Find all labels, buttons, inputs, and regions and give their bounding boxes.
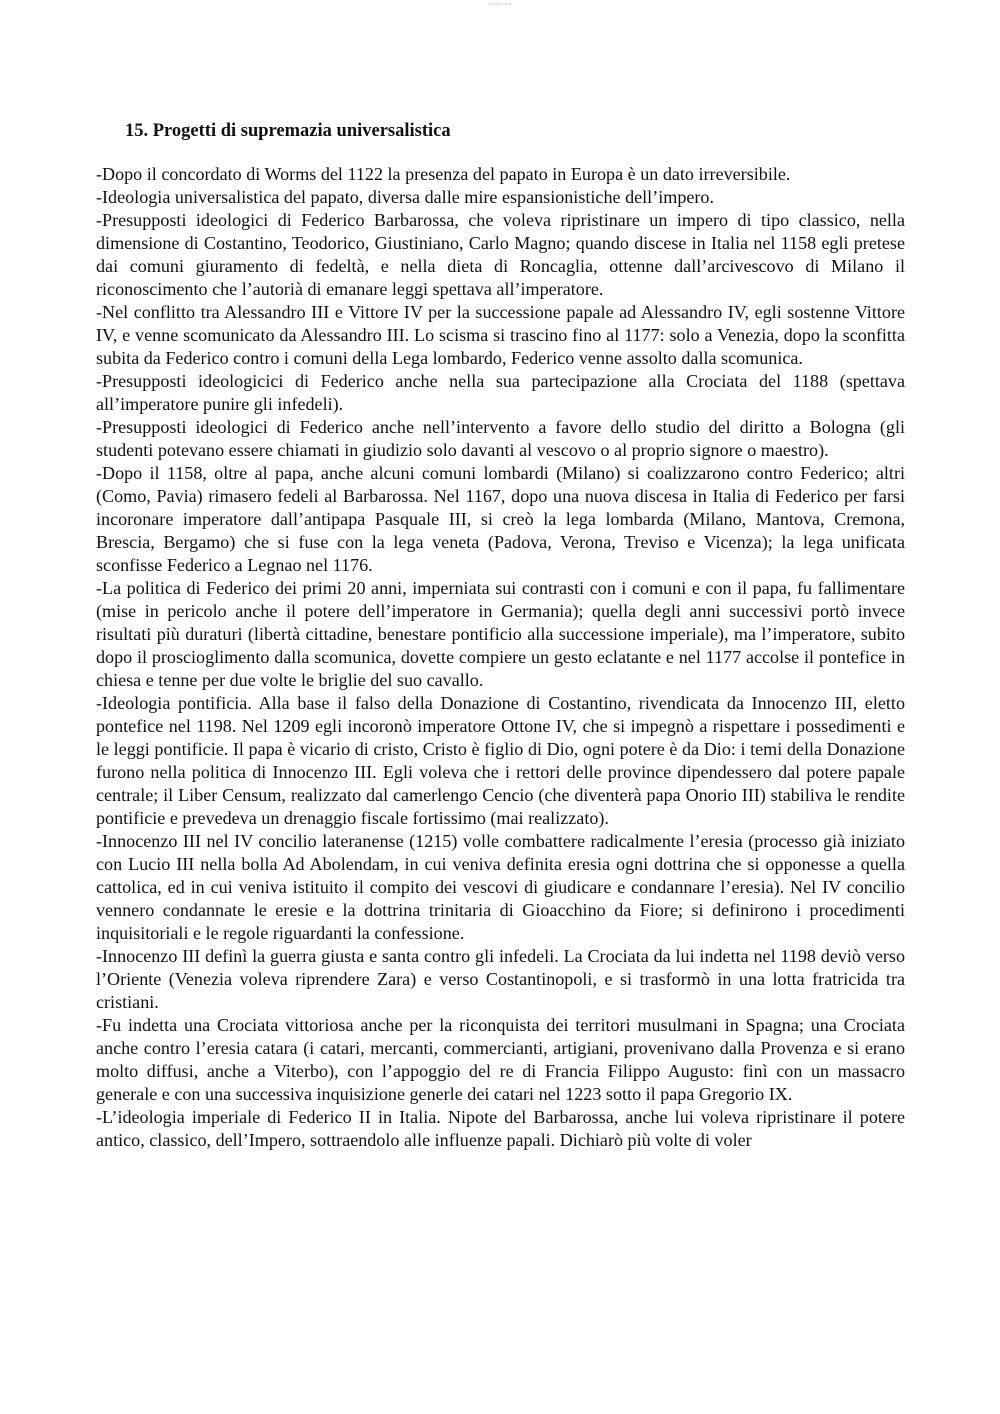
paragraph: -Nel conflitto tra Alessandro III e Vittore IV per la successione papale ad Alessandro IV, egli sostenne Vittore IV, e venne scomunicato da Alessandro III. Lo scisma si trascino fino al 1177: solo a Venezia, dopo la sconfitta subita da Federico contro i comuni della Lega lombardo, Federico venne assolto dalla scomunica. (96, 302, 905, 368)
paragraph: -Presupposti ideologicici di Federico anche nella sua partecipazione alla Crociata del 1188 (spettava all’imperatore punire gli infedeli). (96, 371, 905, 414)
paragraph: -Dopo il concordato di Worms del 1122 la presenza del papato in Europa è un dato irreversibile. (96, 164, 791, 184)
paragraph: -Presupposti ideologici di Federico anche nell’intervento a favore dello studio del diritto a Bologna (gli studenti potevano essere chiamati in giudizio solo davanti al vescovo o al proprio signore o maestro). (96, 417, 905, 460)
document-body (96, 163, 905, 1152)
paragraph: -Dopo il 1158, oltre al papa, anche alcuni comuni lombardi (Milano) si coalizzarono contro Federico; altri (Como, Pavia) rimasero fedeli al Barbarossa. Nel 1167, dopo una nuova discesa in Italia di Federico per farsi incoronare imperatore dall’antipapa Pasquale III, si creò la lega lombarda (Milano, Mantova, Cremona, Brescia, Bergamo) che si fuse con la lega veneta (Padova, Verona, Treviso e Vicenza); la lega unificata sconfisse Federico a Legnao nel 1176. (96, 463, 905, 575)
paragraph: -La politica di Federico dei primi 20 anni, imperniata sui contrasti con i comuni e con il papa, fu fallimentare (mise in pericolo anche il potere dell’imperatore in Germania); quella degli anni successivi portò invece risultati più duraturi (libertà cittadine, benestare pontificio alla successione imperiale), ma l’imperatore, subito dopo il proscioglimento dalla scomunica, dovette compiere un gesto eclatante e nel 1177 accolse il pontefice in chiesa e tenne per due volte le briglie del suo cavallo. (96, 578, 905, 690)
paragraph: -Innocenzo III nel IV concilio lateranense (1215) volle combattere radicalmente l’eresia (processo già iniziato con Lucio III nella bolla Ad Abolendam, in cui veniva definita eresia ogni dottrina che si opponesse a quella cattolica, ed in cui veniva istituito il compito dei vescovi di giudicare e condannare l’eresia). Nel IV concilio vennero condannate le eresie e la dottrina trinitaria di Gioacchino da Fiore; si definirono i procedimenti inquisitoriali e le regole riguardanti la confessione. (96, 831, 905, 943)
paragraph: -Presupposti ideologici di Federico Barbarossa, che voleva ripristinare un impero di tipo classico, nella dimensione di Costantino, Teodorico, Giustiniano, Carlo Magno; quando discese in Italia nel 1158 egli pretese dai comuni giuramento di fedeltà, e nella dieta di Roncaglia, ottenne dall’arcivescovo di Milano il riconoscimento che l’autorià di emanare leggi spettava all’imperatore. (96, 210, 905, 299)
paragraph: -Ideologia pontificia. Alla base il falso della Donazione di Costantino, rivendicata da Innocenzo III, eletto pontefice nel 1198. Nel 1209 egli incoronò imperatore Ottone IV, che si impegnò a rispettare i possedimenti e le leggi pontificie. Il papa è vicario di cristo, Cristo è figlio di Dio, ogni potere è da Dio: i temi della Donazione furono nella politica di Innocenzo III. Egli voleva che i rettori delle province dipendessero dal potere papale centrale; il Liber Censum, realizzato dal camerlengo Cencio (che diventerà papa Onorio III) stabiliva le rendite pontificie e prevedeva un drenaggio fiscale fortissimo (mai realizzato). (96, 693, 905, 828)
section-title: 15. Progetti di supremazia universalistica (125, 121, 451, 141)
paragraph: -Innocenzo III definì la guerra giusta e santa contro gli infedeli. La Crociata da lui indetta nel 1198 deviò verso l’Oriente (Venezia voleva riprendere Zara) e verso Costantinopoli, e si trasformò in una lotta fratricida tra cristiani. (96, 946, 905, 1012)
paragraph: -Ideologia universalistica del papato, diversa dalle mire espansionistiche dell’impero. (96, 187, 714, 207)
header-watermark: pdfelement (488, 1, 512, 6)
paragraph: -L’ideologia imperiale di Federico II in Italia. Nipote del Barbarossa, anche lui voleva ripristinare il potere antico, classico, dell’Impero, sottraendolo alle influenze papali. Dichiarò più volte di voler (96, 1107, 905, 1150)
paragraph: -Fu indetta una Crociata vittoriosa anche per la riconquista dei territori musulmani in Spagna; una Crociata anche contro l’eresia catara (i catari, mercanti, commercianti, artigiani, provenivano dalla Provenza e si erano molto diffusi, anche a Viterbo), con l’appoggio del re di Francia Filippo Augusto: finì con un massacro generale e con una successiva inquisizione generle dei catari nel 1223 sotto il papa Gregorio IX. (96, 1015, 905, 1104)
